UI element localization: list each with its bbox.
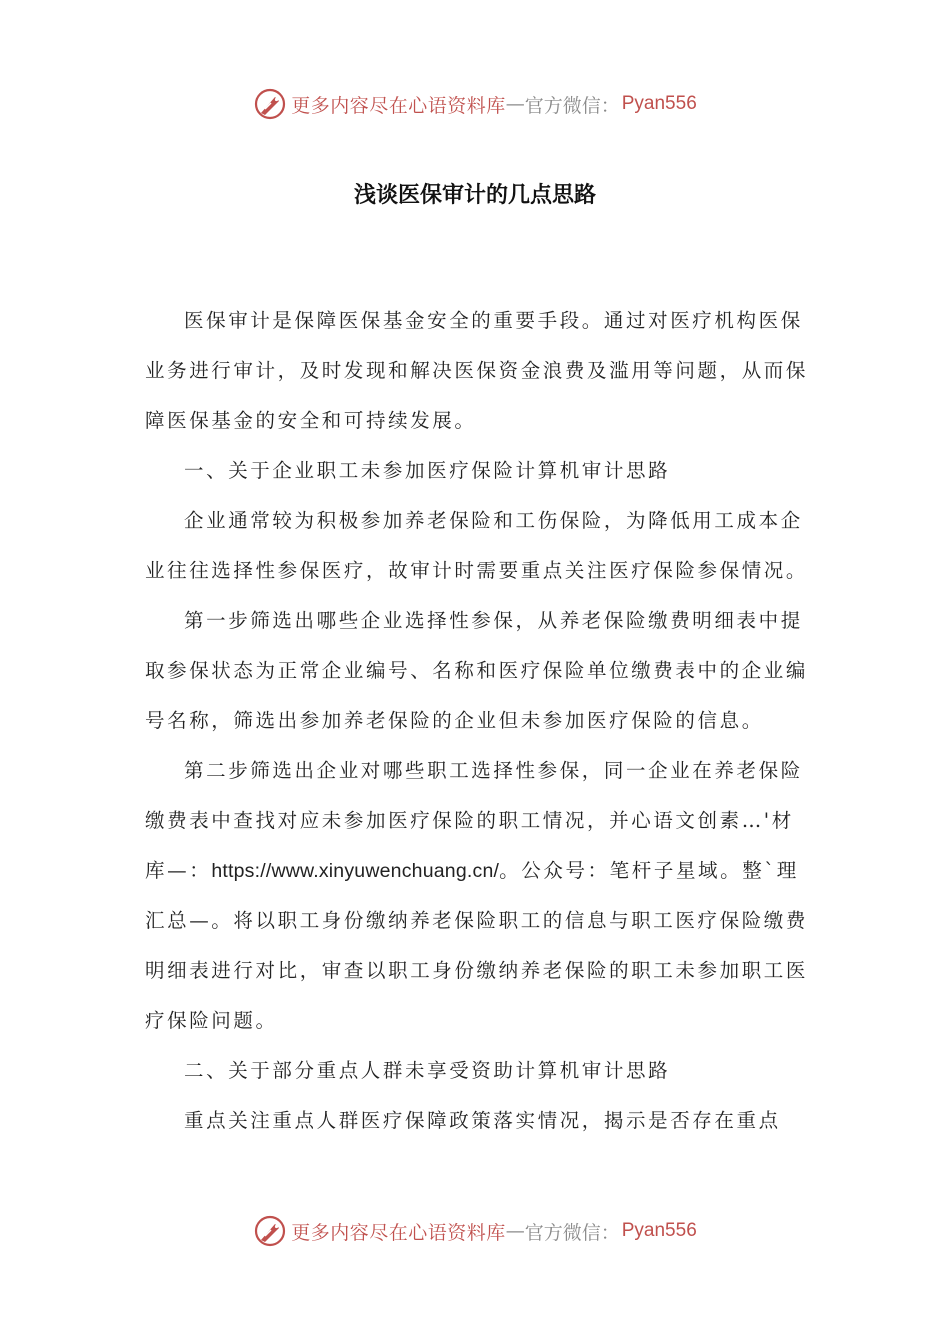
paragraph: 企业通常较为积极参加养老保险和工伤保险，为降低用工成本企业往往选择性参保医疗，故审计时需要重点关注医疗保险参保情况。: [145, 509, 809, 582]
document-body: [145, 296, 810, 1146]
banner-wechat-id: Pyan556: [621, 1220, 697, 1241]
document-title: 浅谈医保审计的几点思路: [353, 182, 596, 208]
banner-brand: 更多内容尽在心语资料库: [291, 1221, 506, 1244]
paragraph-text: 第二步筛选出企业对哪些职工选择性参保，同一企业在养老保险缴费表中查找对应未参加医疗保险的职工情况，并心语文创素…'材库—：: [145, 759, 803, 882]
pen-nib-logo-icon: [253, 87, 287, 121]
pen-nib-logo-icon: [253, 1214, 287, 1248]
banner-brand: 更多内容尽在心语资料库: [291, 94, 506, 117]
paragraph-text: 。公众号：笔杆子星域。整`理汇总—。将以职工身份缴纳养老保险职工的信息与职工医疗保险缴费明细表进行对比，审查以职工身份缴纳养老保险的职工未参加职工医疗保险问题。: [145, 859, 809, 1032]
website-link[interactable]: https://www.xinyuwenchuang.cn/: [211, 860, 500, 882]
paragraph: 第一步筛选出哪些企业选择性参保，从养老保险缴费明细表中提取参保状态为正常企业编号、名称和医疗保险单位缴费表中的企业编号名称，筛选出参加养老保险的企业但未参加医疗保险的信息。: [145, 609, 809, 732]
paragraph: 重点关注重点人群医疗保障政策落实情况，揭示是否存在重点: [184, 1109, 781, 1132]
banner-separator: —: [505, 1220, 525, 1242]
section-heading: 一、关于企业职工未参加医疗保险计算机审计思路: [184, 459, 671, 482]
section-heading: 二、关于部分重点人群未享受资助计算机审计思路: [184, 1059, 671, 1082]
footer-banner: [0, 1211, 950, 1251]
banner-wechat-id: Pyan556: [621, 93, 697, 114]
banner-wechat-label: 官方微信：: [524, 94, 620, 117]
banner-separator: —: [505, 93, 525, 115]
header-banner: [0, 84, 950, 124]
paragraph: 医保审计是保障医保基金安全的重要手段。通过对医疗机构医保业务进行审计，及时发现和解决医保资金浪费及滥用等问题，从而保障医保基金的安全和可持续发展。: [145, 309, 809, 432]
paragraph-with-link: [145, 746, 810, 1046]
banner-wechat-label: 官方微信：: [524, 1221, 620, 1244]
